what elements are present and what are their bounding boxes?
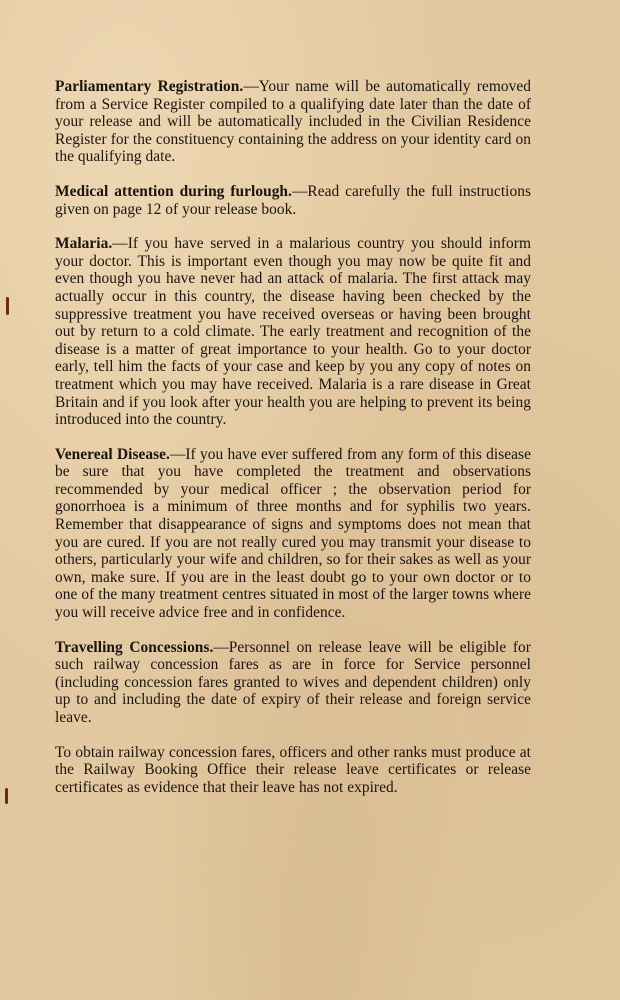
section-body: —Personnel on release leave will be eligible for such railway concession fares as are in force for Service personnel (including concession fares granted to wives and dependent children) only up to and including the date of expiry of their release and foreign service leave. xyxy=(55,638,531,726)
section-heading: Parliamentary Registration. xyxy=(55,78,244,95)
section-body: —If you have served in a malarious country you should inform your doctor. This is important even though you may now be quite fit and even though you have never had an attack of malaria. The first attack may actually occur in this country, the disease having been checked by the suppressive treatment you have received overseas or having been brought out by return to a cold climate. The early treatment and recognition of the disease is a matter of great importance to your health. Go to your doctor early, tell him the facts of your case and keep by you any copy of notes on treatment which you may have received. Malaria is a rare disease in Great Britain and if you look after your health you are helping to prevent its being introduced into the country. xyxy=(55,235,531,429)
margin-stain-mark xyxy=(5,788,8,804)
section-malaria xyxy=(55,235,531,429)
section-body: —Your name will be automatically removed from a Service Register compiled to a qualifying date later than the date of your release and will be automatically included in the Civilian Residence Register for the constituency containing the address on your identity card on the qualifying date. xyxy=(55,78,531,166)
section-heading: Venereal Disease. xyxy=(55,445,170,463)
section-body: —If you have ever suffered from any form of this disease be sure that you have completed the treatment and observations recommended by your medical officer ; the observation period for gonorrhoea is a minimum of three months and for syphilis two years. Remember that disappearance of signs and symptoms does not mean that you are cured. If you are not really cured you may transmit your disease to others, particularly your wife and children, so for their sakes as well as your own, make sure. If you are in the least doubt go to your own doctor or to one of the many treatment centres situated in most of the larger towns where you will receive advice free and in confidence. xyxy=(55,445,531,622)
section-heading: Medical attention during furlough. xyxy=(55,182,292,200)
document-page xyxy=(55,78,531,796)
closing-paragraph: To obtain railway concession fares, officers and other ranks must produce at the Railway Booking Office their release leave certificates or release certificates as evidence that their leave has not expired. xyxy=(55,743,531,796)
section-venereal-disease xyxy=(55,446,531,622)
section-body: —Read carefully the full instructions given on page 12 of your release book. xyxy=(55,182,531,218)
section-travelling-concessions xyxy=(55,639,531,727)
section-parliamentary-registration xyxy=(55,78,531,166)
margin-stain-mark xyxy=(6,297,9,315)
section-heading: Malaria. xyxy=(55,235,113,253)
section-medical-attention xyxy=(55,183,531,218)
section-heading: Travelling Concessions. xyxy=(55,638,214,656)
